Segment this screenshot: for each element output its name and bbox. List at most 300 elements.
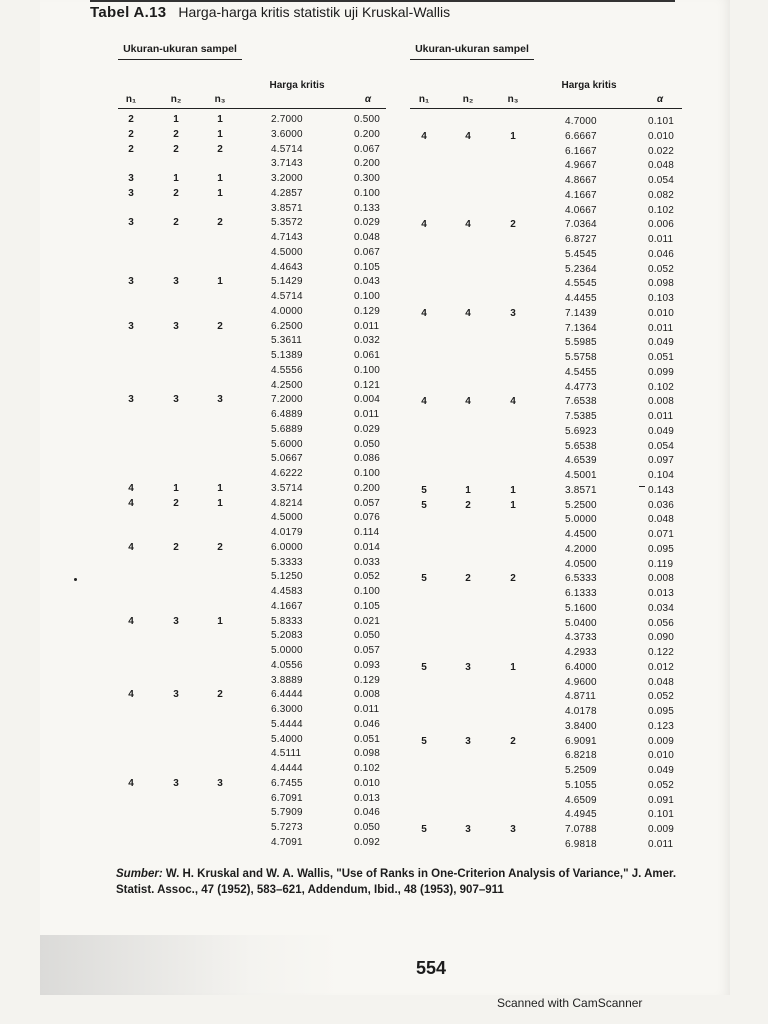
cell-alpha: 0.022: [648, 145, 675, 157]
cell-alpha: 0.090: [648, 632, 675, 644]
cell-alpha: 0.050: [354, 822, 381, 833]
cell-critical-value: 6.2500: [271, 320, 303, 332]
cell-alpha: 0.052: [354, 571, 381, 583]
cell-n1: 3: [128, 394, 134, 406]
cell-critical-value: 4.6222: [271, 468, 303, 479]
cell-critical-value: 5.4545: [565, 248, 597, 260]
left-header-harga: Harga kritis: [269, 80, 325, 91]
cell-alpha: 0.129: [354, 674, 381, 686]
right-header-harga: Harga kritis: [561, 80, 617, 91]
cell-critical-value: 6.9091: [565, 735, 597, 747]
cell-n1: 4: [128, 615, 134, 627]
cell-n3: 1: [510, 661, 516, 673]
cell-critical-value: 3.8889: [271, 674, 303, 686]
cell-critical-value: 5.5758: [565, 352, 597, 363]
cell-alpha: 0.049: [648, 765, 675, 776]
cell-alpha: 0.046: [354, 718, 381, 730]
cell-alpha: 0.300: [354, 173, 381, 184]
cell-n3: 4: [510, 396, 516, 408]
cell-n3: 2: [217, 217, 223, 229]
cell-n1: 5: [421, 484, 427, 496]
left-group-header: [118, 42, 242, 60]
cell-n2: 2: [173, 497, 179, 509]
cell-alpha: 0.500: [354, 114, 381, 125]
cell-n2: 2: [173, 187, 179, 199]
cell-critical-value: 4.6509: [565, 794, 597, 806]
cell-alpha: 0.100: [354, 364, 381, 376]
cell-alpha: 0.052: [648, 691, 675, 703]
scan-speck: [74, 578, 77, 581]
cell-n3: 1: [217, 173, 223, 184]
cell-n3: 3: [510, 307, 516, 319]
cell-alpha: 0.102: [648, 381, 675, 393]
cell-critical-value: 4.8667: [565, 175, 597, 186]
cell-critical-value: 6.4889: [271, 409, 303, 420]
cell-alpha: 0.043: [354, 276, 381, 288]
cell-alpha: 0.129: [354, 305, 381, 317]
cell-n3: 1: [510, 499, 516, 511]
cell-n2: 1: [173, 482, 179, 494]
cell-alpha: 0.097: [648, 455, 675, 467]
cell-alpha: 0.121: [354, 379, 381, 391]
cell-alpha: 0.048: [354, 232, 381, 243]
cell-n2: 2: [173, 541, 179, 553]
cell-alpha: 0.100: [354, 291, 381, 302]
cell-critical-value: 5.3611: [271, 335, 303, 347]
cell-n1: 4: [421, 219, 427, 231]
cell-critical-value: 4.7000: [565, 116, 597, 127]
cell-critical-value: 5.6000: [271, 438, 303, 450]
right-group-header: [410, 42, 534, 60]
cell-n1: 4: [128, 497, 134, 509]
cell-alpha: 0.029: [354, 423, 381, 435]
cell-critical-value: 5.7273: [271, 822, 303, 833]
cell-n3: 2: [217, 689, 223, 701]
cell-critical-value: 4.5556: [271, 364, 303, 376]
cell-critical-value: 4.4583: [271, 586, 303, 597]
cell-critical-value: 4.0500: [565, 558, 597, 570]
cell-n3: 2: [217, 320, 223, 332]
cell-n3: 2: [217, 143, 223, 155]
cell-critical-value: 4.0000: [271, 305, 303, 317]
cell-critical-value: 4.7143: [271, 232, 303, 243]
cell-alpha: 0.086: [354, 453, 381, 465]
cell-n2: 4: [465, 307, 471, 319]
cell-alpha: 0.012: [648, 661, 675, 673]
cell-critical-value: 5.1055: [565, 779, 597, 791]
cell-n3: 1: [217, 128, 223, 140]
cell-critical-value: 5.0000: [271, 645, 303, 656]
cell-n2: 1: [173, 114, 179, 125]
cell-alpha: 0.051: [648, 352, 675, 363]
cell-n1: 5: [421, 735, 427, 747]
cell-alpha: 0.095: [648, 706, 675, 717]
cell-critical-value: 4.5000: [271, 512, 303, 524]
cell-alpha: 0.009: [648, 824, 675, 835]
cell-alpha: 0.050: [354, 630, 381, 642]
cell-alpha: 0.010: [354, 777, 381, 789]
cell-critical-value: 4.6539: [565, 455, 597, 467]
cell-critical-value: 3.8571: [565, 484, 597, 496]
cell-alpha: 0.200: [354, 128, 381, 140]
cell-alpha: 0.011: [354, 704, 380, 715]
cell-n2: 3: [465, 661, 471, 673]
cell-critical-value: 7.1364: [565, 322, 597, 334]
cell-n2: 3: [465, 735, 471, 747]
cell-n1: 4: [128, 689, 134, 701]
cell-alpha: 0.071: [648, 529, 675, 540]
cell-n1: 2: [128, 143, 134, 155]
cell-alpha: 0.102: [354, 763, 381, 774]
cell-critical-value: 4.3733: [565, 632, 597, 644]
cell-critical-value: 7.6538: [565, 396, 597, 408]
cell-critical-value: 5.2083: [271, 630, 303, 642]
cell-n3: 2: [217, 541, 223, 553]
cell-critical-value: 4.5000: [271, 246, 303, 258]
cell-critical-value: 4.4773: [565, 381, 597, 393]
cell-critical-value: 6.1667: [565, 145, 597, 157]
right-header-rule: [410, 108, 682, 109]
left-group-rule: [118, 59, 242, 60]
cell-n3: 3: [510, 824, 516, 835]
cell-alpha: 0.101: [648, 809, 675, 821]
table-code: Tabel A.13: [90, 4, 167, 21]
cell-alpha: 0.052: [648, 263, 675, 275]
cell-alpha: 0.011: [648, 234, 674, 245]
cell-critical-value: 4.0556: [271, 659, 303, 671]
table-caption: Harga-harga kritis statistik uji Kruskal-Wallis: [178, 4, 451, 20]
left-header-n3: n₃: [214, 94, 226, 105]
cell-alpha: 0.092: [354, 836, 381, 848]
cell-n1: 3: [128, 276, 134, 288]
cell-alpha: 0.082: [648, 189, 675, 201]
cell-alpha: 0.048: [648, 676, 675, 688]
cell-critical-value: 4.8214: [271, 497, 303, 509]
cell-critical-value: 6.6667: [565, 130, 597, 142]
cell-alpha: 0.098: [354, 748, 381, 760]
camscanner-watermark: Scanned with CamScanner: [497, 996, 643, 1010]
cell-alpha: 0.032: [354, 335, 381, 347]
cell-critical-value: 5.2509: [565, 765, 597, 776]
left-header-n1: n₁: [125, 94, 137, 105]
cell-alpha: 0.122: [648, 647, 675, 658]
cell-alpha: 0.036: [648, 499, 675, 511]
cell-critical-value: 5.2500: [565, 499, 597, 511]
cell-alpha: 0.029: [354, 217, 381, 229]
cell-critical-value: 4.4444: [271, 763, 303, 774]
cell-alpha: 0.013: [354, 792, 381, 804]
cell-critical-value: 7.0788: [565, 824, 597, 835]
cell-critical-value: 3.2000: [271, 173, 303, 184]
cell-alpha: 0.056: [648, 617, 675, 629]
cell-n2: 3: [173, 276, 179, 288]
left-header-rule: [118, 108, 386, 109]
cell-alpha: 0.100: [354, 586, 381, 597]
cell-n2: 1: [173, 173, 179, 184]
cell-critical-value: 2.7000: [271, 114, 303, 125]
cell-critical-value: 4.4455: [565, 293, 597, 304]
cell-n1: 3: [128, 320, 134, 332]
cell-critical-value: 6.9818: [565, 838, 597, 850]
cell-critical-value: 4.7091: [271, 836, 303, 848]
cell-critical-value: 5.0667: [271, 453, 303, 465]
cell-critical-value: 4.0179: [271, 527, 303, 538]
cell-alpha: 0.046: [354, 807, 381, 819]
left-header-alpha: α: [364, 94, 372, 105]
right-group-rule: [410, 59, 534, 60]
cell-critical-value: 5.3333: [271, 556, 303, 568]
top-rule: [90, 0, 675, 2]
cell-n1: 2: [128, 114, 134, 125]
cell-n2: 2: [173, 143, 179, 155]
cell-critical-value: 4.2500: [271, 379, 303, 391]
cell-critical-value: 5.5985: [565, 337, 597, 349]
cell-alpha: 0.054: [648, 440, 675, 452]
cell-critical-value: 6.7091: [271, 792, 303, 804]
cell-n3: 3: [217, 394, 223, 406]
cell-alpha: 0.011: [354, 409, 380, 420]
cell-n2: 4: [465, 219, 471, 231]
source-text: W. H. Kruskal and W. A. Wallis, "Use of Ranks in One-Criterion Analysis of Variance," J. Amer. Statist. Assoc., 47 (1952), 583–621, Addendum, Ibid., 48 (1953), 907–911: [116, 868, 677, 896]
cell-alpha: 0.049: [648, 425, 675, 437]
cell-n1: 5: [421, 661, 427, 673]
left-group-label: Ukuran-ukuran sampel: [123, 43, 237, 55]
cell-critical-value: 6.4000: [565, 661, 597, 673]
cell-alpha: 0.100: [354, 468, 381, 479]
cell-alpha: 0.099: [648, 366, 675, 378]
cell-alpha: 0.103: [648, 293, 675, 304]
cell-alpha: 0.101: [648, 116, 675, 127]
cell-critical-value: 4.9667: [565, 160, 597, 172]
cell-n3: 1: [217, 482, 223, 494]
cell-critical-value: 4.4643: [271, 261, 303, 273]
cell-critical-value: 5.1600: [565, 602, 597, 614]
cell-critical-value: 4.8711: [565, 691, 597, 703]
cell-n2: 3: [173, 615, 179, 627]
cell-critical-value: 4.5545: [565, 278, 597, 290]
cell-critical-value: 4.1667: [271, 600, 303, 612]
cell-n2: 3: [173, 320, 179, 332]
cell-alpha: 0.093: [354, 659, 381, 671]
cell-critical-value: 5.6538: [565, 440, 597, 452]
cell-critical-value: 6.0000: [271, 541, 303, 553]
cell-critical-value: 4.4500: [565, 529, 597, 540]
cell-critical-value: 5.3572: [271, 217, 303, 229]
cell-alpha: 0.200: [354, 482, 381, 494]
cell-alpha: 0.102: [648, 204, 675, 216]
right-header-n1: n₁: [418, 94, 430, 105]
cell-n1: 5: [421, 824, 427, 835]
right-header-alpha: α: [656, 94, 664, 105]
cell-n1: 4: [128, 541, 134, 553]
cell-alpha: 0.105: [354, 600, 381, 612]
cell-critical-value: 7.5385: [565, 411, 597, 422]
cell-critical-value: 4.5455: [565, 366, 597, 378]
cell-n1: 3: [128, 217, 134, 229]
cell-critical-value: 5.7909: [271, 807, 303, 819]
cell-n3: 1: [510, 484, 516, 496]
cell-alpha: 0.143: [648, 484, 675, 496]
cell-critical-value: 6.8727: [565, 234, 597, 245]
cell-alpha: 0.006: [648, 219, 675, 231]
cell-alpha: 0.052: [648, 779, 675, 791]
cell-n2: 3: [465, 824, 471, 835]
cell-alpha: 0.091: [648, 794, 675, 806]
page-number: 554: [416, 958, 447, 978]
cell-alpha: 0.008: [648, 396, 675, 408]
cell-alpha: 0.011: [354, 320, 380, 332]
cell-critical-value: 5.1429: [271, 276, 303, 288]
cell-n2: 3: [173, 777, 179, 789]
cell-n3: 1: [217, 276, 223, 288]
cell-critical-value: 3.6000: [271, 128, 303, 140]
cell-alpha: 0.009: [648, 735, 675, 747]
cell-n3: 2: [510, 219, 516, 231]
cell-n3: 1: [510, 130, 516, 142]
cell-n1: 4: [421, 396, 427, 408]
cell-critical-value: 5.4444: [271, 718, 303, 730]
cell-alpha: 0.067: [354, 246, 381, 258]
cell-alpha: 0.008: [354, 689, 381, 701]
cell-critical-value: 7.1439: [565, 307, 597, 319]
cell-n3: 1: [217, 114, 223, 125]
left-header-n2: n₂: [170, 94, 182, 105]
cell-alpha: 0.004: [354, 394, 381, 406]
source-label: Sumber:: [116, 868, 163, 880]
cell-critical-value: 6.7455: [271, 777, 303, 789]
cell-n3: 2: [510, 735, 516, 747]
cell-critical-value: 3.7143: [271, 158, 303, 170]
cell-critical-value: 7.0364: [565, 219, 597, 231]
cell-alpha: 0.123: [648, 720, 675, 732]
cell-critical-value: 6.1333: [565, 588, 597, 599]
cell-critical-value: 5.4000: [271, 733, 303, 745]
cell-alpha: 0.133: [354, 202, 381, 214]
cell-critical-value: 4.4945: [565, 809, 597, 821]
cell-critical-value: 4.9600: [565, 676, 597, 688]
cell-alpha: 0.057: [354, 645, 381, 656]
cell-critical-value: 4.1667: [565, 189, 597, 201]
cell-alpha: 0.061: [354, 350, 381, 361]
cell-critical-value: 4.0178: [565, 706, 597, 717]
cell-alpha: 0.011: [648, 322, 674, 334]
cell-n1: 5: [421, 499, 427, 511]
right-group-label: Ukuran-ukuran sampel: [415, 43, 529, 55]
cell-n1: 4: [128, 482, 134, 494]
cell-alpha: 0.010: [648, 130, 675, 142]
scan-shadow: [40, 935, 340, 995]
cell-critical-value: 7.2000: [271, 394, 303, 406]
cell-critical-value: 6.4444: [271, 689, 303, 701]
cell-critical-value: 6.3000: [271, 704, 303, 715]
cell-alpha: 0.008: [648, 573, 675, 585]
cell-critical-value: 5.1250: [271, 571, 303, 583]
cell-alpha: 0.104: [648, 470, 675, 481]
cell-alpha: 0.200: [354, 158, 381, 170]
right-header-n3: n₃: [507, 94, 519, 105]
cell-critical-value: 3.8400: [565, 720, 597, 732]
cell-critical-value: 4.0667: [565, 204, 597, 216]
cell-alpha: 0.105: [354, 261, 381, 273]
cell-n3: 1: [217, 497, 223, 509]
cell-critical-value: 4.5714: [271, 291, 303, 302]
cell-critical-value: 5.6889: [271, 423, 303, 435]
cell-alpha: 0.067: [354, 143, 381, 155]
cell-critical-value: 6.5333: [565, 573, 597, 585]
cell-alpha: 0.048: [648, 514, 675, 526]
cell-alpha: 0.076: [354, 512, 381, 524]
cell-critical-value: 5.1389: [271, 350, 303, 361]
cell-alpha: 0.098: [648, 278, 675, 290]
cell-alpha: 0.033: [354, 556, 381, 568]
cell-n2: 1: [465, 484, 471, 496]
cell-alpha: 0.114: [354, 527, 380, 538]
cell-critical-value: 3.8571: [271, 202, 303, 214]
cell-n2: 2: [465, 573, 471, 585]
cell-n2: 3: [173, 394, 179, 406]
cell-alpha: 0.013: [648, 588, 675, 599]
scan-dash: [639, 486, 645, 487]
table-title: [90, 4, 450, 22]
cell-alpha: 0.021: [354, 615, 381, 627]
cell-n3: 1: [217, 187, 223, 199]
cell-n2: 2: [465, 499, 471, 511]
cell-critical-value: 4.2933: [565, 647, 597, 658]
cell-n1: 4: [421, 130, 427, 142]
cell-critical-value: 4.2000: [565, 543, 597, 555]
cell-critical-value: 6.8218: [565, 750, 597, 762]
cell-alpha: 0.011: [648, 411, 674, 422]
cell-alpha: 0.046: [648, 248, 675, 260]
cell-critical-value: 4.5001: [565, 470, 597, 481]
cell-critical-value: 4.5111: [271, 748, 302, 760]
cell-n2: 2: [173, 128, 179, 140]
cell-alpha: 0.051: [354, 733, 381, 745]
source-citation: [116, 866, 706, 898]
cell-alpha: 0.119: [648, 558, 674, 570]
cell-n1: 3: [128, 173, 134, 184]
cell-critical-value: 5.6923: [565, 425, 597, 437]
cell-critical-value: 5.8333: [271, 615, 303, 627]
cell-alpha: 0.054: [648, 175, 675, 186]
cell-n3: 3: [217, 777, 223, 789]
cell-alpha: 0.095: [648, 543, 675, 555]
cell-critical-value: 5.2364: [565, 263, 597, 275]
cell-alpha: 0.048: [648, 160, 675, 172]
cell-alpha: 0.057: [354, 497, 381, 509]
cell-alpha: 0.011: [648, 838, 674, 850]
cell-alpha: 0.100: [354, 187, 381, 199]
cell-alpha: 0.010: [648, 750, 675, 762]
cell-n2: 4: [465, 396, 471, 408]
cell-alpha: 0.050: [354, 438, 381, 450]
cell-critical-value: 5.0000: [565, 514, 597, 526]
cell-n1: 3: [128, 187, 134, 199]
cell-n1: 5: [421, 573, 427, 585]
cell-alpha: 0.049: [648, 337, 675, 349]
cell-n1: 4: [128, 777, 134, 789]
cell-n3: 1: [217, 615, 223, 627]
cell-n1: 4: [421, 307, 427, 319]
cell-alpha: 0.034: [648, 602, 675, 614]
cell-critical-value: 5.0400: [565, 617, 597, 629]
cell-critical-value: 4.5714: [271, 143, 303, 155]
cell-n2: 2: [173, 217, 179, 229]
right-header-n2: n₂: [462, 94, 474, 105]
cell-n2: 3: [173, 689, 179, 701]
cell-alpha: 0.014: [354, 541, 381, 553]
cell-alpha: 0.010: [648, 307, 675, 319]
